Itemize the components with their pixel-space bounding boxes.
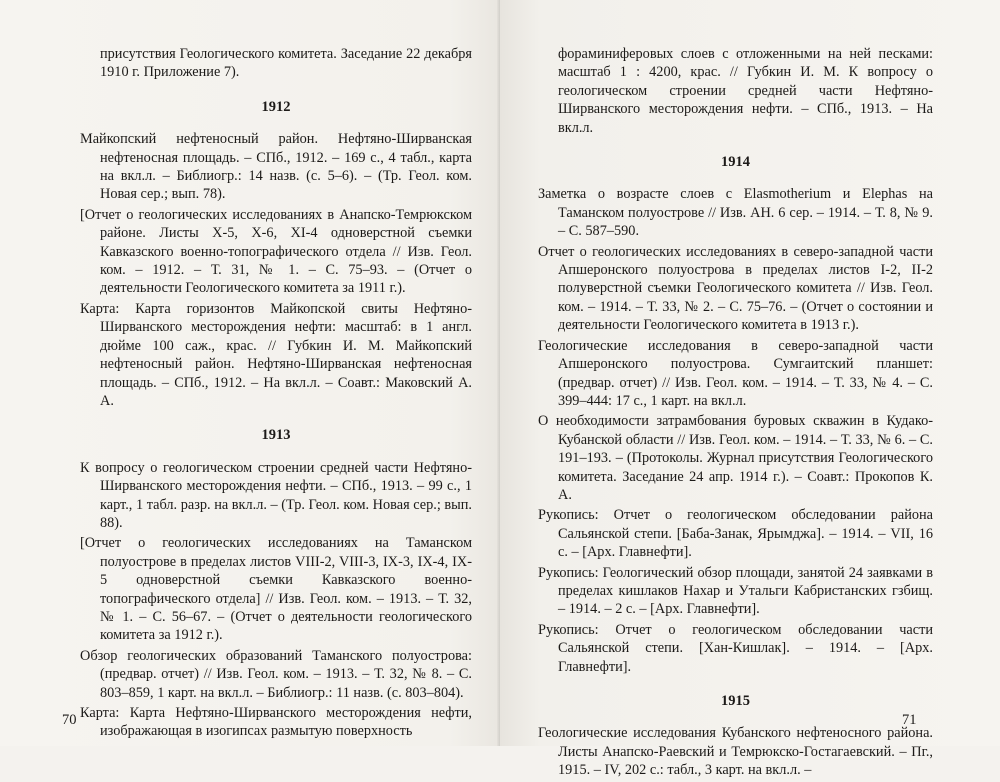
bibliography-entry: О необходимости затрамбования буровых скважин в Кудако-Кубанской области // Изв. Геол. ком. – 1914. – Т. 33, № 6. – С. 191–193. – (Протоколы. Журнал присутствия Геологического комитета. Заседание 24 апр. 1914 г.). – Соавт.: Прокопов К. А. [538, 413, 933, 503]
right-text-column [538, 45, 933, 782]
year-heading: 1915 [721, 693, 750, 709]
bibliography-entry: Карта: Карта горизонтов Майкопской свиты Нефтяно-Ширванского месторождения нефти: масштаб: в 1 англ. дюйме 100 саж., крас. // Губкин И. М. Майкопский нефтеносный район. Нефтяно-Ширванская нефтеносная площадь. – СПб., 1912. – На вкл.л. – Соавт.: Маковский А. А. [80, 300, 472, 409]
year-heading: 1914 [721, 154, 750, 171]
bibliography-entry: Геологические исследования Кубанского нефтеносного района. Листы Анапско-Раевский и Темрюкско-Гостагаевский. – Пг., 1915. – IV, 202 с.: табл., 3 карт. на вкл.л. – [538, 725, 933, 779]
left-page [0, 0, 500, 746]
left-text-column [80, 45, 472, 743]
page-number: 70 [62, 712, 77, 728]
continuation-text: фораминиферовых слоев с отложенными на ней песками: масштаб 1 : 4200, крас. // Губкин И. М. К вопросу о геологическом строении средней части Нефтяно-Ширванского месторождения нефти. – СПб., 1913. – На вкл.л. [558, 46, 933, 136]
bibliography-entry: Обзор геологических образований Таманского полуострова: (предвар. отчет) // Изв. Геол. ком. – 1913. – Т. 32, № 8. – С. 803–859, 1 карт. на вкл.л. – Библиогр.: 11 назв. (с. 803–804). [80, 647, 472, 701]
continuation-text: присутствия Геологического комитета. Заседание 22 декабря 1910 г. Приложение 7). [100, 46, 472, 81]
bibliography-entry: Рукопись: Отчет о геологическом обследовании района Сальянской степи. [Баба-Занак, Ярымджа]. – 1914. – VII, 16 с. – [Арх. Главнефти]. [538, 507, 933, 561]
year-heading: 1912 [261, 98, 291, 115]
bibliography-entry: Отчет о геологических исследованиях в северо-западной части Апшеронского полуострова в пределах листов I-2, II-2 полуверстной съемки Геологического комитета // Изв. Геол. ком. – 1914. – Т. 33, № 2. – С. 75–76. – (Отчет о состоянии и деятельности Геологического комитета в 1913 г.). [538, 243, 933, 334]
page-number: 71 [902, 712, 917, 728]
bibliography-entry: Карта: Карта Нефтяно-Ширванского месторождения нефти, изображающая в изогипсах размытую поверхность [80, 705, 472, 740]
bibliography-entry: [Отчет о геологических исследованиях в Анапско-Темрюкском районе. Листы Х-5, Х-6, ХI-4 одноверстной съемки Кавказского военно-топографического отдела // Изв. Геол. ком. – 1912. – Т. 31, № 1. – С. 75–93. – (Отчет о деятельности Геологического комитета за 1911 г.). [80, 206, 472, 297]
bibliography-entry: [Отчет о геологических исследованиях на Таманском полуострове в пределах листов VIII-2, VIII-3, IX-3, IX-4, IX-5 одноверстной съемки Кавказского военно-топографического отдела] // Изв. Геол. ком. – 1913. – Т. 32, № 1. – С. 56–67. – (Отчет о деятельности геологического комитета за 1912 г.). [80, 535, 472, 644]
bibliography-entry: Геологические исследования в северо-западной части Апшеронского полуострова. Сумгаитский планшет: (предвар. отчет) // Изв. Геол. ком. – 1914. – Т. 33, № 4. – С. 399–444: 17 с., 1 карт. на вкл.л. [538, 337, 933, 409]
bibliography-entry: Майкопский нефтеносный район. Нефтяно-Ширванская нефтеносная площадь. – СПб., 1912. – 169 с., 4 табл., карта на вкл.л. – Библиогр.: 14 назв. (с. 5–6). – (Тр. Геол. ком. Новая сер.; вып. 78). [80, 131, 472, 203]
right-page [500, 0, 1000, 779]
bibliography-entry: Рукопись: Геологический обзор площади, занятой 24 заявками в пределах кишлаков Нахар и Утальги Кабристанских гзбищ. – 1914. – 2 с. – [Арх. Главнефти]. [538, 564, 933, 618]
bibliography-entry: Рукопись: Отчет о геологическом обследовании части Сальянской степи. [Хан-Кишлак]. – 1914. – [Арх. Главнефти]. [538, 621, 933, 675]
bibliography-entry: Заметка о возрасте слоев с Elasmotherium и Elephas на Таманском полуострове // Изв. АН. 6 сер. – 1914. – Т. 8, № 9. – С. 587–590. [538, 186, 933, 240]
bibliography-entry: К вопросу о геологическом строении средней части Нефтяно-Ширванского месторождения нефти. – СПб., 1913. – 99 с., 1 карт., 1 табл. разр. на вкл.л. – (Тр. Геол. ком. Новая сер.; вып. 88). [80, 459, 472, 531]
year-heading: 1913 [261, 427, 291, 444]
